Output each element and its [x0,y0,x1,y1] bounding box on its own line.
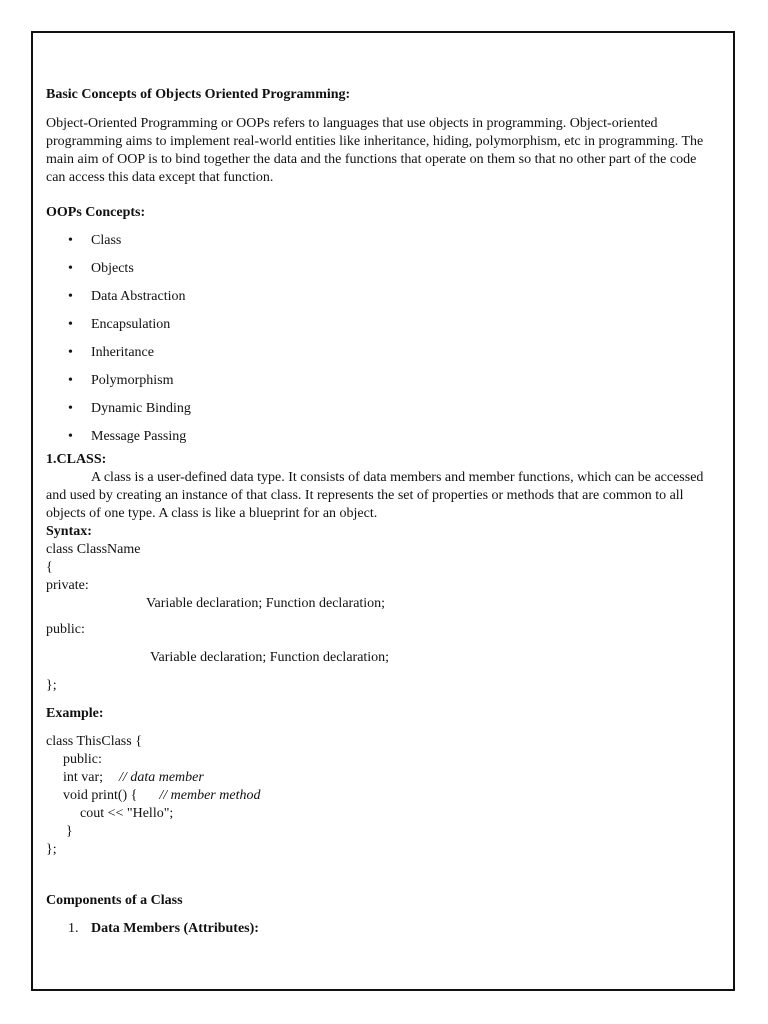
code-line: }; [46,842,57,857]
syntax-line: { [46,560,53,575]
list-item: • Message Passing [68,429,187,444]
list-item: • Dynamic Binding [68,401,191,416]
code-line: public: [63,752,102,767]
list-item: • Polymorphism [68,373,174,388]
bullet-icon: • [68,261,73,276]
code-line: int var; // data member [63,770,204,785]
oops-concepts-heading: OOPs Concepts: [46,205,146,220]
code-line: cout << "Hello"; [80,806,174,821]
document-title: Basic Concepts of Objects Oriented Programming: [46,87,351,102]
components-list [46,920,706,938]
syntax-public-label: public: [46,622,85,637]
syntax-close: }; [46,678,57,693]
bullet-icon: • [68,233,73,248]
concepts-list [46,232,706,456]
bullet-icon: • [68,289,73,304]
components-heading: Components of a Class [46,893,183,908]
list-item: • Objects [68,261,134,276]
code-comment: // member method [159,788,261,803]
list-number: 1. [68,921,79,936]
bullet-icon: • [68,401,73,416]
class-heading: 1.CLASS: [46,452,107,467]
list-item: • Inheritance [68,345,154,360]
bullet-icon: • [68,429,73,444]
bullet-icon: • [68,317,73,332]
bullet-icon: • [68,345,73,360]
syntax-line: class ClassName [46,542,141,557]
syntax-private-label: private: [46,578,89,593]
intro-paragraph: Object-Oriented Programming or OOPs refers to languages that use objects in programming. Object-oriented programming aims to implement real-world entities like inheritance, hiding, polymorphism, etc in programming. The main aim of OOP is to bind together the data and the functions that operate on them so that no other part of the code can access this data except that function. [46,116,704,185]
list-item: • Encapsulation [68,317,171,332]
example-heading: Example: [46,706,104,721]
list-item: • Class [68,233,122,248]
bullet-icon: • [68,373,73,388]
list-item: 1. Data Members (Attributes): [68,921,259,936]
code-line: } [66,824,73,839]
syntax-heading: Syntax: [46,524,92,539]
syntax-private-body: Variable declaration; Function declaration; [146,596,386,611]
code-line: void print() { // member method [63,788,261,803]
list-item: • Data Abstraction [68,289,186,304]
syntax-public-body: Variable declaration; Function declaration; [150,650,390,665]
example-code [46,733,706,859]
document-body [46,86,706,938]
class-description: A class is a user-defined data type. It consists of data members and member functions, which can be accessed and used by creating an instance of that class. It represents the set of properties or methods that are common to all objects of one type. A class is like a blueprint for an object. [46,470,704,521]
code-line: class ThisClass { [46,734,142,749]
code-comment: // data member [119,770,204,785]
